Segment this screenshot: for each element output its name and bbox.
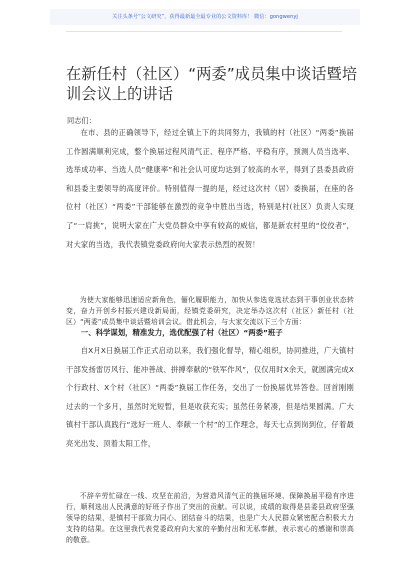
promo-banner[interactable] <box>50 9 360 25</box>
paragraph-purpose: 为使大家能够迅速适应新角色，俪化履职能力，加快从参选竞选状态到干事创业状态转变，奋力开创乡村振兴建设新局面，经镇党委研究，决定举办这次村（社区）新任村（社区）“两委”成员集中谈话暨培训会议。借此机会，与大家交流以下三个方面： <box>66 296 354 326</box>
paragraph-section-1: 自X月X日换届工作正式启动以来，我们强化督导，精心组织，协同推进，广大镇村干部发扬雷厉风行、能冲善战、拼搏奉献的“铁军作风”，仅仅用时X余天，就圆满完成X个行政村、X个村（社区）“两委”换届工作任务，交出了一份换届优异答卷。回首刚刚过去的一个多月，虽然时光短暂，但是收获充实；虽然任务紧凑，但是结果圆满。广大镇村干部认真践行“选好一班人、奉献一个村”的工作理念，每天七点到岗到位，仔着最亮光出发、顶着太阳工作， <box>66 346 354 448</box>
paragraph-intro: 在市、县的正确领导下，经过全镇上下的共同努力，我镇的村（社区）“两委”换届工作圆满顺利完成，整个换届过程风清气正、程序严格、平稳有序，预测人员当选率、选举成功率、当选人员“健康率”和社会认可度均达到了较高的水平，得到了县委县政府和县委主要领导的高度评价。特别值得一提的是，经过这次村（居）委换届，在座的各位村（社区）“两委”干部能够在激烈的竞争中胜出当选，特别是村(社区）负责人实现了“一肩挑”，说明大家在广大党员群众中享有较高的威信，都是新农村里的“佼佼者”，对大家的当选，我代表镇党委政府向大家表示热烈的祝贺！ <box>66 128 354 249</box>
salutation: 同志们： <box>67 116 96 125</box>
paragraph-section-1-cont: 不辞辛劳忙碌在一线、攻坚在前沿，为营造风清气正的换届环境、保障换届平稳有序进行，顺利选出人民满意的好班子作出了突出的贡献。可以说，成绩的取得是县委县政府坚强领导的结果，是镇村干部致力同心、团结奋斗的结果，也是广大人民群众紧密配合积极大力支持的结果。在这里我代表党委政府向大家的辛勤付出和无私奉献，表示衷心的感谢和崇高的敬意。 <box>66 492 354 544</box>
header-divider <box>66 31 342 32</box>
document-title: 在新任村（社区）“两委”成员集中谈话暨培训会议上的讲话 <box>66 65 358 103</box>
promo-banner-text: 关注头条号“公文研究”，获得最新最全最专业的公文资料库！ 微信：gongwenyj <box>112 14 298 20</box>
section-heading-1: 一、科学谋划，精准发力，选优配强了村（社区）“两委”班子 <box>80 328 283 337</box>
